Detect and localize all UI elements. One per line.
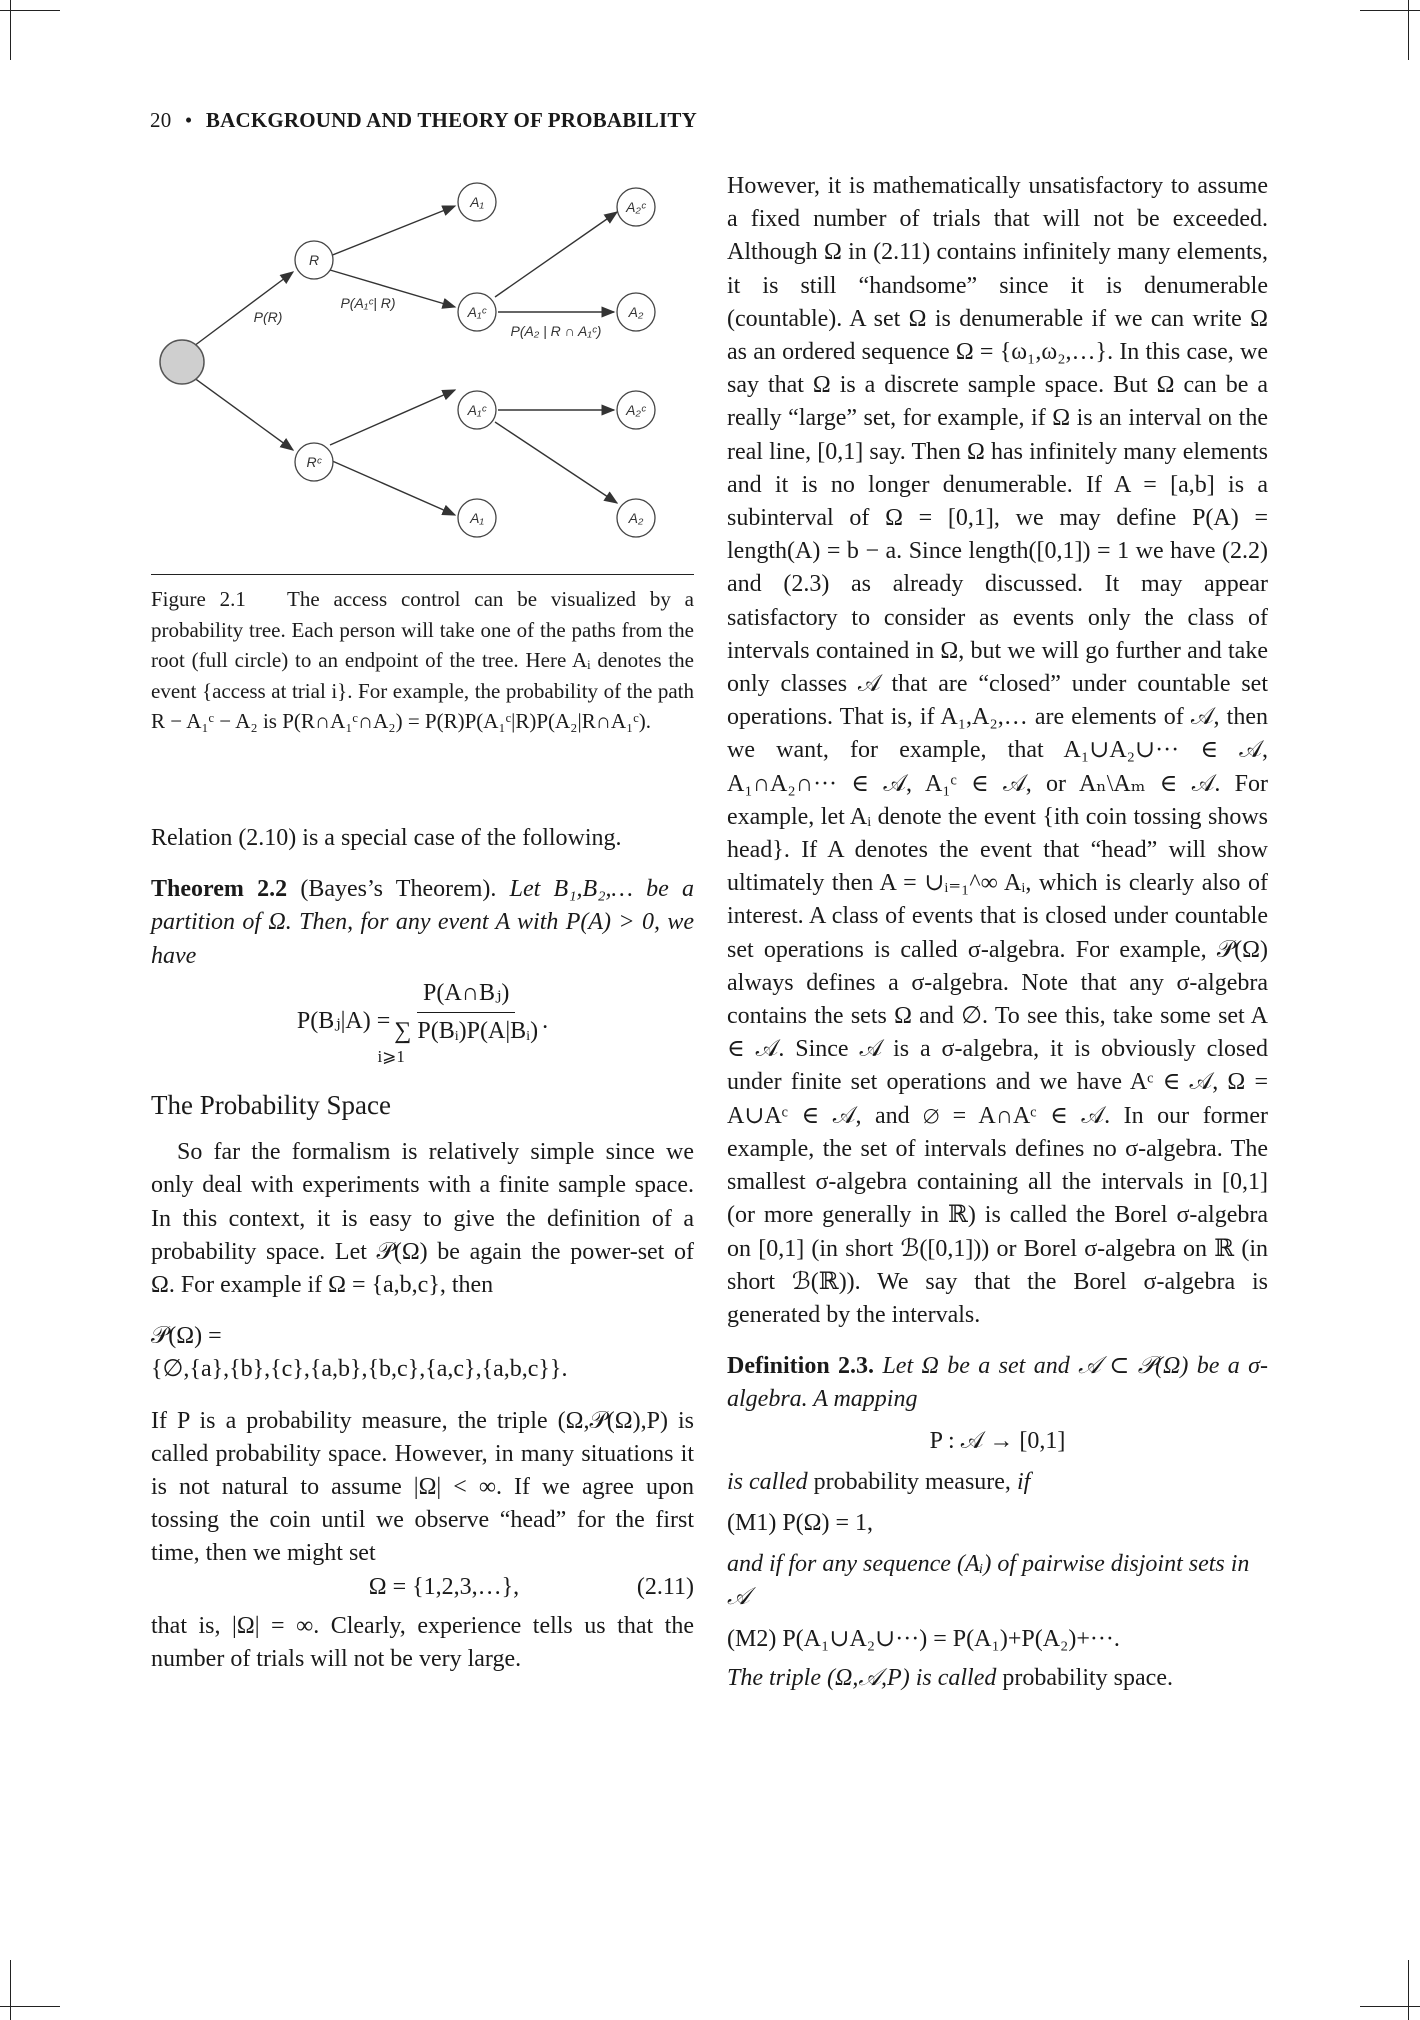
- edge-a1c-a2-lower: [495, 422, 617, 503]
- label-a2c-top: A₂ᶜ: [626, 199, 646, 215]
- edge-label-p-a1c-given-r: P(A₁ᶜ| R): [340, 295, 396, 311]
- edge-r-a1: [330, 206, 455, 256]
- crop-mark-top-right-h: [1360, 10, 1420, 11]
- bayes-fraction: [377, 977, 539, 1067]
- edge-a1c-a2c: [495, 212, 617, 297]
- figure-caption: [151, 584, 694, 737]
- edge-rc-a1c: [330, 390, 455, 445]
- powerset-line-1: 𝒫(Ω) =: [151, 1323, 222, 1350]
- caption-label: Figure 2.1: [151, 587, 246, 611]
- is-called-prefix: is called: [727, 1468, 808, 1495]
- definition-label: Definition 2.3.: [727, 1353, 875, 1380]
- running-title: BACKGROUND AND THEORY OF PROBABILITY: [205, 108, 697, 132]
- definition-text: Let Ω be a set and 𝒜 ⊂ 𝒫(Ω) be a σ-algebra. A mapping: [727, 1353, 1268, 1413]
- triple-prefix: The triple (Ω,𝒜,P) is called: [727, 1664, 997, 1691]
- label-rc: Rᶜ: [306, 454, 322, 470]
- crop-mark-top-left-h: [0, 10, 60, 11]
- edge-label-p-r: P(R): [253, 309, 283, 325]
- crop-mark-top-right-v: [1408, 0, 1409, 60]
- is-called-term: probability measure,: [813, 1468, 1011, 1495]
- theorem-label: Theorem 2.2: [151, 876, 288, 903]
- label-a1c-lower: A₁ᶜ: [467, 402, 487, 418]
- equation-2-11-number: (2.11): [636, 1573, 694, 1600]
- and-if-line: and if for any sequence (Aᵢ) of pairwise disjoint sets in 𝒜: [727, 1551, 1250, 1611]
- label-a1c-upper: A₁ᶜ: [467, 304, 487, 320]
- bayes-sum-index: i⩾1: [377, 1047, 405, 1067]
- triple-line: [727, 1662, 1268, 1695]
- edge-root-rc: [186, 372, 293, 450]
- theorem-text: Let B₁,B₂,… be a partition of Ω. Then, for any event A with P(A) > 0, we have: [151, 876, 695, 969]
- is-called-line: [727, 1466, 1268, 1499]
- root-node: [160, 340, 204, 384]
- crop-mark-bottom-left-v: [10, 1960, 11, 2020]
- however-paragraph: However, it is mathematically unsatisfactory to assume a fixed number of trials that will not be exceeded. Although Ω in (2.11) contains infinitely many elements, it is still “handsome” since it is denumerable (countable). A set Ω is denumerable if we can write Ω as an ordered sequence Ω = {ω₁,ω₂,…}. In this case, we say that Ω is a discrete sample space. But Ω can be a really “large” set, for example, if Ω is an interval on the real line, [0,1] say. Then Ω has infinitely many elements and it is no longer denumerable. If A = [a,b] is a subinterval of Ω = [0,1], we may define P(A) = length(A) = b − a. Since length([0,1]) = 1 we have (2.2) and (2.3) as already discussed. It may appear satisfactory to consider as events only the class of intervals contained in Ω, but we will go further and take only classes 𝒜 that are “closed” under countable set operations. That is, if A₁,A₂,… are elements of 𝒜, then we want, for example, that A₁∪A₂∪··· ∈ 𝒜, A₁∩A₂∩··· ∈ 𝒜, A₁ᶜ ∈ 𝒜, or Aₙ\Aₘ ∈ 𝒜. For example, let Aᵢ denote the event {ith coin tossing shows head}. If A denotes the event that “head” will show ultimately then A = ∪ᵢ₌₁^∞ Aᵢ, which is clearly also of interest. A class of events that is closed under countable set operations is called σ-algebra. For example, 𝒫(Ω) always defines a σ-algebra. Note that any σ-algebra contains the sets Ω and ∅. To see this, take some set A ∈ 𝒜. Since 𝒜 is a σ-algebra, it is obviously closed under finite set operations and we have Aᶜ ∈ 𝒜, Ω = A∪Aᶜ ∈ 𝒜, and ∅ = A∩Aᶜ ∈ 𝒜. In our former example, the set of intervals defines no σ-algebra. The smallest σ-algebra containing all the intervals in [0,1] (or more generally in ℝ) is called the Borel σ-algebra on [0,1] (in short ℬ([0,1])) or Borel σ-algebra on ℝ (in short ℬ(ℝ)). We say that the Borel σ-algebra is generated by the intervals.: [727, 173, 1268, 1328]
- header-bullet: •: [184, 108, 193, 132]
- label-a1-lower: A₁: [470, 510, 484, 526]
- section-title: The Probability Space: [151, 1090, 391, 1121]
- bayes-formula: [151, 977, 694, 1066]
- equation-2-11-body: Ω = {1,2,3,…},: [368, 1573, 520, 1600]
- probability-tree-figure: [150, 170, 710, 570]
- triple-term: probability space.: [1002, 1664, 1173, 1691]
- label-a2c-lower: A₂ᶜ: [626, 402, 646, 418]
- label-a2-lower: A₂: [628, 510, 644, 526]
- tree-edges: [186, 206, 617, 515]
- is-called-suffix: if: [1016, 1468, 1031, 1495]
- crop-mark-bottom-right-h: [1360, 2006, 1420, 2007]
- left-column: [151, 822, 694, 1676]
- formalism-paragraph: So far the formalism is relatively simple since we only deal with experiments with a finite sample space. In this context, it is easy to give the definition of a probability space. Let 𝒫(Ω) be again the power-set of Ω. For example if Ω = {a,b,c}, then: [151, 1139, 694, 1299]
- edge-label-p-a2-given: P(A₂ | R ∩ A₁ᶜ): [510, 323, 602, 339]
- page-number: 20: [150, 108, 172, 132]
- crop-mark-top-left-v: [10, 0, 11, 60]
- running-header: [150, 108, 697, 133]
- bayes-lhs: P(Bⱼ|A) =: [296, 1007, 391, 1034]
- crop-mark-bottom-left-h: [0, 2006, 60, 2007]
- axiom-m1: (M1) P(Ω) = 1,: [727, 1509, 874, 1536]
- bayes-period: .: [542, 1007, 549, 1034]
- thatis-paragraph: that is, |Ω| = ∞. Clearly, experience tells us that the number of trials will not be very large.: [151, 1612, 694, 1673]
- axiom-m2: (M2) P(A₁∪A₂∪···) = P(A₁)+P(A₂)+···.: [727, 1625, 1120, 1652]
- theorem-name: (Bayes’s Theorem).: [300, 876, 497, 903]
- mapping-formula: P : 𝒜 → [0,1]: [929, 1427, 1066, 1454]
- equation-2-11: [151, 1571, 694, 1604]
- caption-text: The access control can be visualized by a probability tree. Each person will take one of the paths from the root (full circle) to an endpoint of the tree. Here Aᵢ denotes the event {access at trial i}. For example, the probability of the path R − A₁ᶜ − A₂ is P(R∩A₁ᶜ∩A₂) = P(R)P(A₁ᶜ|R)P(A₂|R∩A₁ᶜ).: [151, 587, 694, 733]
- label-a1-top: A₁: [470, 194, 484, 210]
- theorem-block: [151, 873, 694, 973]
- bayes-numerator: P(A∩Bⱼ): [417, 977, 515, 1013]
- definition-block: [727, 1350, 1268, 1416]
- bayes-denominator: ∑ P(Bᵢ)P(A|Bᵢ): [394, 1018, 539, 1045]
- triple-paragraph: If P is a probability measure, the triple (Ω,𝒫(Ω),P) is called probability space. However, in many situations it is not natural to assume |Ω| < ∞. If we agree upon tossing the coin until we observe “head” for the first time, then we might set: [151, 1407, 694, 1567]
- edge-rc-a1: [330, 460, 455, 515]
- powerset-line-2: {∅,{a},{b},{c},{a,b},{b,c},{a,c},{a,b,c}}.: [151, 1356, 568, 1383]
- relation-paragraph: Relation (2.10) is a special case of the following.: [151, 825, 622, 851]
- label-a2-upper: A₂: [628, 304, 644, 320]
- right-column: [727, 170, 1268, 1695]
- figure-caption-rule: [151, 574, 694, 575]
- crop-mark-bottom-right-v: [1408, 1960, 1409, 2020]
- label-r: R: [308, 252, 320, 268]
- tree-nodes: [295, 183, 655, 537]
